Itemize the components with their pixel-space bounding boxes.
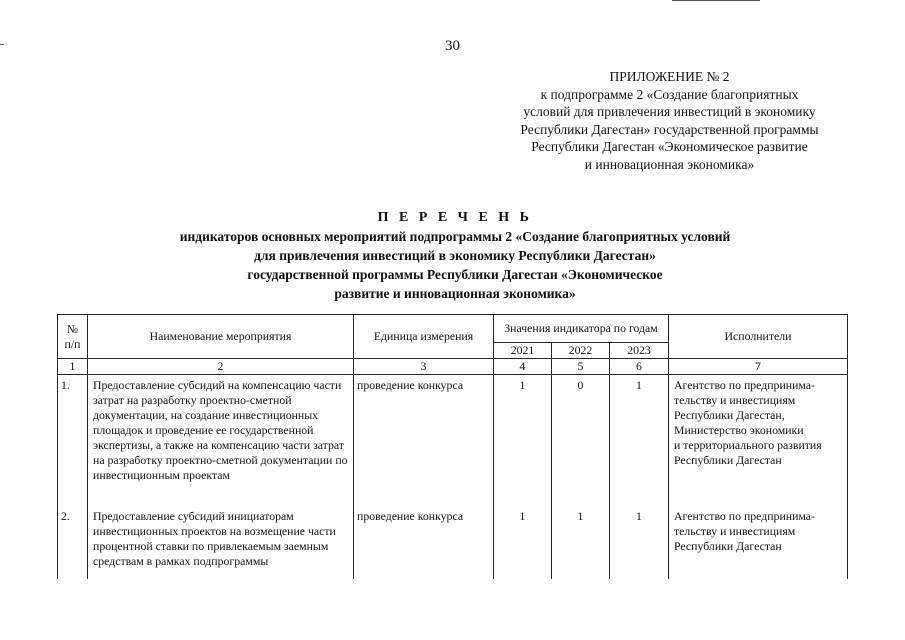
header-year: 2022 [552,343,610,359]
row-unit: проведение конкурса [354,375,494,507]
executor-line: Республики Дагестан, [674,408,785,422]
header-year: 2021 [494,343,552,359]
column-number: 2 [88,359,354,375]
executor-line: Республики Дагестан [674,539,782,553]
column-number: 7 [669,359,848,375]
row-value-2023: 1 [610,375,669,507]
row-num: 2. [58,506,88,579]
executor-line: и территориального развития [674,438,822,452]
indicators-table [57,314,848,579]
executor-line: тельству и инвестициям [674,524,796,538]
header-values: Значения индикатора по годам [494,315,669,343]
row-value-2023: 1 [610,506,669,579]
appendix-line: к подпрограмме 2 «Создание благоприятных [540,86,799,102]
row-name: Предоставление субсидий инициаторам инвестиционных проектов на возмещение части процентной ставки по привлекаемым заемным средствам в рамках подпрограммы [88,506,354,579]
appendix-line: и инновационная экономика» [584,156,755,172]
column-number: 1 [58,359,88,375]
appendix-line: условий для привлечения инвестиций в экономику [523,104,816,119]
executor-line: Министерство экономики [674,423,804,437]
appendix-line: Республики Дагестан «Экономическое развитие [531,139,808,154]
header-year: 2023 [610,343,669,359]
header-name: Наименование мероприятия [88,315,354,359]
column-number: 4 [494,359,552,375]
header-executors: Исполнители [669,315,848,359]
table-row [58,506,848,579]
table-row [58,375,848,507]
title-line: индикаторов основных мероприятий подпрограммы 2 «Создание благоприятных условий [179,229,731,244]
appendix-block [497,68,842,173]
header-unit: Единица измерения [354,315,494,359]
row-unit: проведение конкурса [354,506,494,579]
appendix-line: Республики Дагестан» государственной программы [520,121,819,137]
document-title [60,208,850,303]
top-edge-line [672,0,760,1]
row-name: Предоставление субсидий на компенсацию части затрат на разработку проектно-сметной документации, на создание инвестиционных площадок и проведение ее государственной экспертизы, а также на компенсацию части затрат на разработку проектно-сметной документации по инвестиционным проектам [88,375,354,507]
executor-line: Агентство по предпринима- [674,509,815,523]
row-num: 1. [58,375,88,507]
column-number: 6 [610,359,669,375]
appendix-line: ПРИЛОЖЕНИЕ № 2 [609,69,730,84]
row-value-2021: 1 [494,506,552,579]
title-heading: П Е Р Е Ч Е Н Ь [377,210,533,225]
title-line: для привлечения инвестиций в экономику Республики Дагестан» [254,248,656,263]
row-value-2022: 0 [552,375,610,507]
row-value-2022: 1 [552,506,610,579]
title-line: развитие и инновационная экономика» [334,286,576,301]
column-number: 3 [354,359,494,375]
column-number: 5 [552,359,610,375]
page-number: 30 [445,38,460,54]
executor-line: тельству и инвестициям [674,393,796,407]
header-num: № п/п [58,315,88,359]
row-executors [669,375,848,507]
executor-line: Агентство по предпринима- [674,378,815,392]
row-value-2021: 1 [494,375,552,507]
title-line: государственной программы Республики Дагестан «Экономическое [247,267,663,282]
row-executors [669,506,848,579]
executor-line: Республики Дагестан [674,453,782,467]
